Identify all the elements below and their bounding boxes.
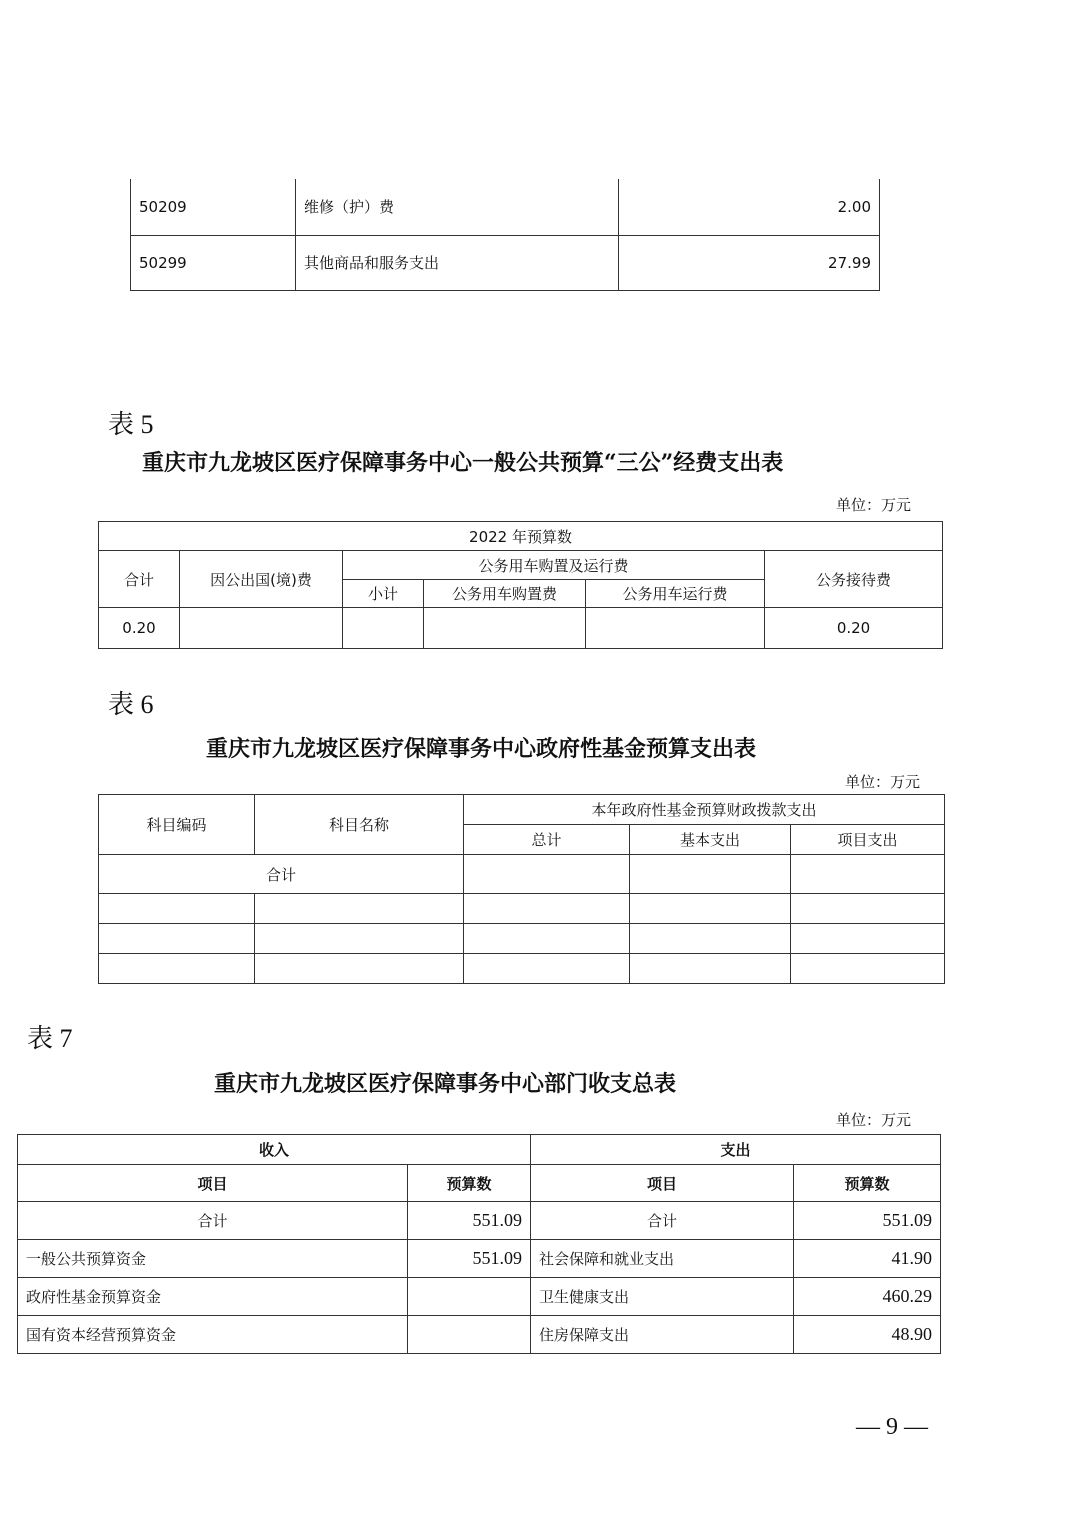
header-subtotal: 小计 <box>343 580 424 608</box>
cell-abroad <box>180 608 343 649</box>
table-7-title: 重庆市九龙坡区医疗保障事务中心部门收支总表 <box>214 1071 677 1097</box>
income-amount <box>408 1316 531 1354</box>
header-reception: 公务接待费 <box>765 551 943 608</box>
table-7-unit: 单位：万元 <box>836 1111 912 1129</box>
cell-car-run <box>586 608 765 649</box>
year-header: 2022 年预算数 <box>99 522 943 551</box>
total-row <box>99 855 945 894</box>
header-car-buy: 公务用车购置费 <box>424 580 586 608</box>
page-number: — 9 — <box>856 1414 928 1440</box>
expense-amount: 460.29 <box>794 1278 941 1316</box>
header-car-run: 公务用车运行费 <box>586 580 765 608</box>
expense-item: 社会保障和就业支出 <box>531 1240 794 1278</box>
header-income: 收入 <box>18 1135 531 1165</box>
cell-total: 0.20 <box>99 608 180 649</box>
table-row <box>18 1240 941 1278</box>
header-total: 总计 <box>464 825 630 855</box>
table-7 <box>17 1134 941 1354</box>
income-item: 合计 <box>18 1202 408 1240</box>
code-cell: 50209 <box>131 179 296 235</box>
header-group: 本年政府性基金预算财政拨款支出 <box>464 795 945 825</box>
table-6 <box>98 794 945 984</box>
header-expense: 支出 <box>531 1135 941 1165</box>
header-name: 科目名称 <box>255 795 464 855</box>
table-row <box>99 924 945 954</box>
table-4-continuation <box>130 179 880 291</box>
table-5 <box>98 521 943 649</box>
header-abroad: 因公出国(境)费 <box>180 551 343 608</box>
header-income-budget: 预算数 <box>408 1165 531 1202</box>
expense-item: 住房保障支出 <box>531 1316 794 1354</box>
code-cell: 50299 <box>131 235 296 290</box>
table-row <box>99 954 945 984</box>
table-6-unit: 单位：万元 <box>845 773 921 791</box>
cell-subtotal <box>343 608 424 649</box>
amount-cell: 2.00 <box>619 179 880 235</box>
amount-cell: 27.99 <box>619 235 880 290</box>
header-expense-item: 项目 <box>531 1165 794 1202</box>
header-car: 公务用车购置及运行费 <box>343 551 765 580</box>
header-code: 科目编码 <box>99 795 255 855</box>
table-row <box>18 1202 941 1240</box>
table-5-title: 重庆市九龙坡区医疗保障事务中心一般公共预算“三公”经费支出表 <box>142 450 784 476</box>
header-total: 合计 <box>99 551 180 608</box>
table-row <box>131 179 880 235</box>
cell-car-buy <box>424 608 586 649</box>
income-item: 国有资本经营预算资金 <box>18 1316 408 1354</box>
income-item: 一般公共预算资金 <box>18 1240 408 1278</box>
expense-amount: 48.90 <box>794 1316 941 1354</box>
table-5-label: 表 5 <box>108 410 154 439</box>
total-label: 合计 <box>99 855 464 894</box>
header-basic: 基本支出 <box>630 825 791 855</box>
expense-item: 卫生健康支出 <box>531 1278 794 1316</box>
table-6-label: 表 6 <box>108 690 154 719</box>
table-5-unit: 单位：万元 <box>836 496 912 514</box>
expense-item: 合计 <box>531 1202 794 1240</box>
name-cell: 其他商品和服务支出 <box>296 235 619 290</box>
header-income-item: 项目 <box>18 1165 408 1202</box>
income-amount <box>408 1278 531 1316</box>
cell-reception: 0.20 <box>765 608 943 649</box>
expense-amount: 41.90 <box>794 1240 941 1278</box>
table-6-title: 重庆市九龙坡区医疗保障事务中心政府性基金预算支出表 <box>206 736 757 762</box>
income-amount: 551.09 <box>408 1202 531 1240</box>
table-row <box>18 1278 941 1316</box>
expense-amount: 551.09 <box>794 1202 941 1240</box>
table-row <box>99 894 945 924</box>
header-expense-budget: 预算数 <box>794 1165 941 1202</box>
income-item: 政府性基金预算资金 <box>18 1278 408 1316</box>
table-row <box>99 608 943 649</box>
table-row <box>131 235 880 290</box>
name-cell: 维修（护）费 <box>296 179 619 235</box>
table-7-label: 表 7 <box>27 1024 73 1053</box>
income-amount: 551.09 <box>408 1240 531 1278</box>
header-project: 项目支出 <box>791 825 945 855</box>
table-row <box>18 1316 941 1354</box>
